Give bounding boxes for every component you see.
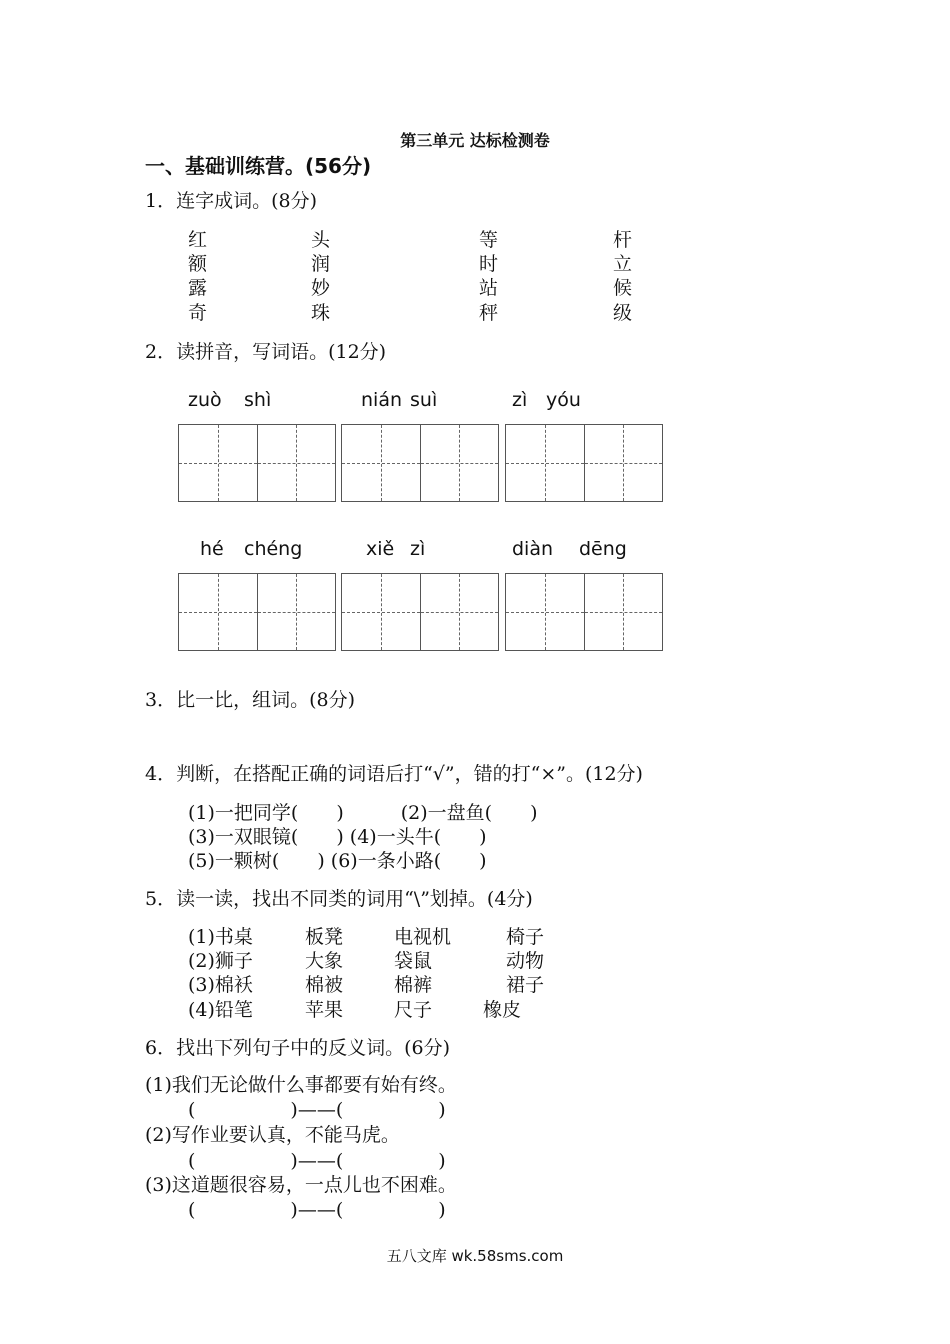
q1-char: 润 [311,253,331,275]
q1-char: 露 [188,277,208,299]
q1-char: 珠 [311,302,331,324]
pinyin: zuò [188,389,222,411]
q5-word: (3)棉袄 [188,974,253,996]
writing-grid[interactable] [505,424,663,502]
section-heading: 一、基础训练营。(56分) [145,154,372,178]
q1-char: 妙 [311,277,331,299]
q6-blank[interactable]: ( )——( ) [188,1099,446,1121]
q1-char: 奇 [188,302,208,324]
question-6-label: 6．找出下列句子中的反义词。(6分) [145,1037,451,1059]
question-2-label: 2．读拼音，写词语。(12分) [145,341,387,363]
pinyin: shì [244,389,272,411]
pinyin: yóu [546,389,581,411]
q1-char: 额 [188,253,208,275]
pinyin: zì [410,538,426,560]
writing-grid[interactable] [341,573,499,651]
page-title: 第三单元 达标检测卷 [400,131,550,150]
q4-line: (5)一颗树( ) (6)一条小路( ) [188,850,487,872]
q5-word: 苹果 [305,999,344,1021]
q5-word: 动物 [506,950,545,972]
writing-grid[interactable] [341,424,499,502]
q6-sentence: (2)写作业要认真，不能马虎。 [145,1124,400,1146]
q5-word: 橡皮 [483,999,522,1021]
q6-blank[interactable]: ( )——( ) [188,1199,446,1221]
writing-grid[interactable] [178,573,336,651]
pinyin: dēng [579,538,627,560]
pinyin: zì [512,389,528,411]
q5-word: 袋鼠 [394,950,433,972]
q5-word: 电视机 [394,926,452,948]
q5-word: 板凳 [305,926,344,948]
q4-line: (3)一双眼镜( ) (4)一头牛( ) [188,826,487,848]
q1-char: 候 [613,277,633,299]
q5-word: 棉裤 [394,974,433,996]
q1-char: 站 [479,277,499,299]
pinyin: chéng [244,538,303,560]
q1-char: 时 [479,253,499,275]
q1-char: 级 [613,302,633,324]
q1-char: 等 [479,229,499,251]
pinyin: suì [410,389,438,411]
writing-grid[interactable] [505,573,663,651]
q5-word: 大象 [305,950,344,972]
q1-char: 秤 [479,302,499,324]
q5-word: 椅子 [506,926,545,948]
q6-blank[interactable]: ( )——( ) [188,1150,446,1172]
q5-word: 裙子 [506,974,545,996]
q6-sentence: (3)这道题很容易，一点儿也不困难。 [145,1174,457,1196]
pinyin: hé [200,538,224,560]
question-1-label: 1．连字成词。(8分) [145,190,318,212]
q1-char: 红 [188,229,208,251]
q5-word: (2)狮子 [188,950,253,972]
question-4-label: 4．判断，在搭配正确的词语后打“√”，错的打“×”。(12分) [145,763,643,785]
q5-word: (4)铅笔 [188,999,253,1021]
pinyin: diàn [512,538,554,560]
pinyin: xiě [366,538,395,560]
q1-char: 立 [613,253,633,275]
q6-sentence: (1)我们无论做什么事都要有始有终。 [145,1074,457,1096]
question-3-label: 3．比一比，组词。(8分) [145,689,356,711]
q5-word: (1)书桌 [188,926,253,948]
q5-word: 棉被 [305,974,344,996]
footer-watermark: 五八文库 wk.58sms.com [386,1247,564,1265]
pinyin: nián [361,389,403,411]
question-5-label: 5．读一读，找出不同类的词用“\”划掉。(4分) [145,888,533,910]
q1-char: 杆 [613,229,633,251]
q5-word: 尺子 [394,999,433,1021]
writing-grid[interactable] [178,424,336,502]
q1-char: 头 [311,229,331,251]
q4-line: (1)一把同学( ) (2)一盘鱼( ) [188,802,538,824]
